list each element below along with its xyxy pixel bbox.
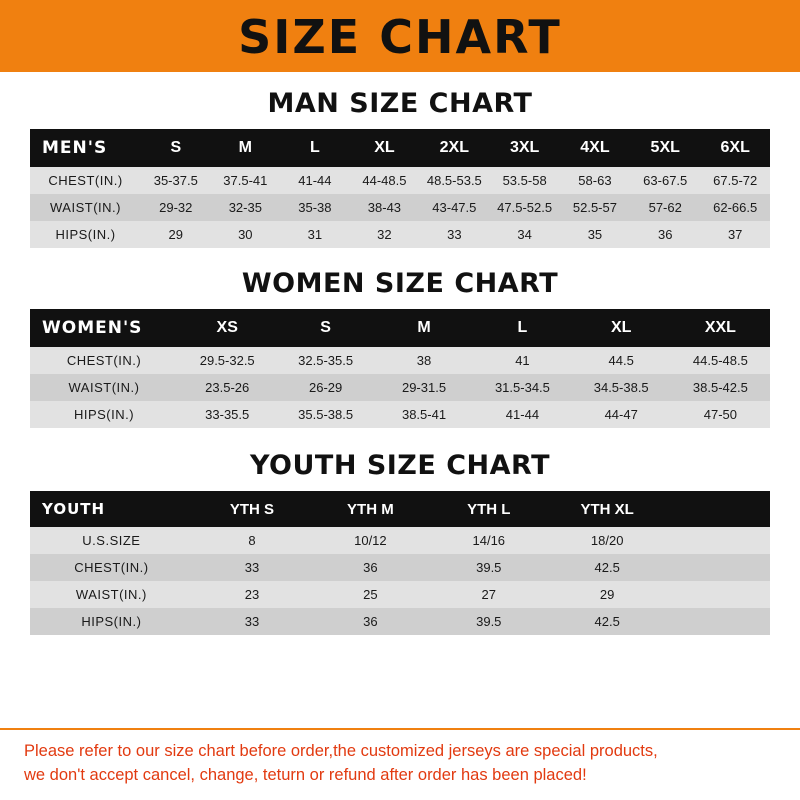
table-cell: 10/12	[311, 527, 429, 554]
table-cell: 14/16	[430, 527, 548, 554]
table-cell: 48.5-53.5	[419, 167, 489, 194]
table-cell: 47.5-52.5	[489, 194, 559, 221]
col-header: MEN'S	[30, 129, 141, 167]
table-cell	[666, 554, 770, 581]
col-header: XS	[178, 309, 276, 347]
table-row	[30, 221, 770, 248]
table-cell: 18/20	[548, 527, 666, 554]
table-cell: 38.5-41	[375, 401, 473, 428]
table-cell: 44.5	[572, 347, 671, 374]
women-size-table-wrap	[30, 309, 770, 428]
note-line-2: we don't accept cancel, change, teturn or refund after order has been placed!	[24, 766, 587, 785]
col-header: M	[375, 309, 473, 347]
table-row	[30, 194, 770, 221]
table-cell: 41-44	[473, 401, 571, 428]
col-header: YTH M	[311, 491, 429, 527]
col-header: 3XL	[489, 129, 559, 167]
table-cell: 62-66.5	[700, 194, 770, 221]
women-size-table	[30, 309, 770, 428]
table-row	[30, 374, 770, 401]
col-header: L	[473, 309, 571, 347]
table-cell: 26-29	[276, 374, 374, 401]
col-header: M	[211, 129, 281, 167]
table-cell: 32	[350, 221, 420, 248]
table-cell: 23	[193, 581, 311, 608]
col-header: S	[141, 129, 211, 167]
table-cell: 32.5-35.5	[276, 347, 374, 374]
row-header: U.S.SIZE	[30, 527, 193, 554]
row-header: WAIST(IN.)	[30, 374, 178, 401]
table-cell: 39.5	[430, 608, 548, 635]
col-header: 2XL	[419, 129, 489, 167]
table-cell: 35-38	[280, 194, 350, 221]
table-cell: 33	[419, 221, 489, 248]
table-cell: 41	[473, 347, 571, 374]
page-title: SIZE CHART	[238, 10, 562, 64]
table-cell	[666, 608, 770, 635]
table-cell: 36	[311, 608, 429, 635]
table-cell: 23.5-26	[178, 374, 276, 401]
col-header: XL	[350, 129, 420, 167]
row-header: CHEST(IN.)	[30, 167, 141, 194]
table-cell: 31	[280, 221, 350, 248]
table-cell: 27	[430, 581, 548, 608]
col-header: YTH L	[430, 491, 548, 527]
table-row	[30, 527, 770, 554]
table-cell: 30	[211, 221, 281, 248]
table-cell: 53.5-58	[489, 167, 559, 194]
table-cell: 37	[700, 221, 770, 248]
col-header: 4XL	[560, 129, 630, 167]
table-cell: 33	[193, 608, 311, 635]
header-banner	[0, 0, 800, 72]
table-cell: 42.5	[548, 554, 666, 581]
table-cell: 35-37.5	[141, 167, 211, 194]
col-header: WOMEN'S	[30, 309, 178, 347]
table-cell: 25	[311, 581, 429, 608]
table-cell: 29-32	[141, 194, 211, 221]
table-cell: 67.5-72	[700, 167, 770, 194]
col-header: YTH XL	[548, 491, 666, 527]
table-cell: 57-62	[630, 194, 700, 221]
man-size-table	[30, 129, 770, 248]
table-row	[30, 581, 770, 608]
table-cell: 33	[193, 554, 311, 581]
table-cell: 44-48.5	[350, 167, 420, 194]
note-line-1: Please refer to our size chart before order,the customized jerseys are special products,	[24, 742, 658, 761]
section-title-women: WOMEN SIZE CHART	[241, 268, 559, 299]
table-cell: 35	[560, 221, 630, 248]
table-cell: 33-35.5	[178, 401, 276, 428]
col-header: XXL	[671, 309, 770, 347]
col-header: L	[280, 129, 350, 167]
table-cell	[666, 527, 770, 554]
table-header-row	[30, 309, 770, 347]
table-cell: 47-50	[671, 401, 770, 428]
row-header: WAIST(IN.)	[30, 581, 193, 608]
table-cell: 29-31.5	[375, 374, 473, 401]
table-cell: 31.5-34.5	[473, 374, 571, 401]
table-row	[30, 347, 770, 374]
col-header	[666, 491, 770, 527]
row-header: CHEST(IN.)	[30, 554, 193, 581]
col-header: XL	[572, 309, 671, 347]
table-cell: 37.5-41	[211, 167, 281, 194]
table-cell: 44-47	[572, 401, 671, 428]
table-cell: 52.5-57	[560, 194, 630, 221]
table-cell: 35.5-38.5	[276, 401, 374, 428]
table-cell: 8	[193, 527, 311, 554]
col-header: 6XL	[700, 129, 770, 167]
table-cell: 29.5-32.5	[178, 347, 276, 374]
youth-size-table-wrap	[30, 491, 770, 635]
table-row	[30, 608, 770, 635]
col-header: YOUTH	[30, 491, 193, 527]
table-cell: 29	[548, 581, 666, 608]
table-cell: 34	[489, 221, 559, 248]
youth-size-table	[30, 491, 770, 635]
table-cell: 39.5	[430, 554, 548, 581]
row-header: HIPS(IN.)	[30, 221, 141, 248]
table-cell: 58-63	[560, 167, 630, 194]
table-cell: 63-67.5	[630, 167, 700, 194]
table-cell: 42.5	[548, 608, 666, 635]
table-cell: 32-35	[211, 194, 281, 221]
table-header-row	[30, 491, 770, 527]
col-header: S	[276, 309, 374, 347]
table-cell: 38-43	[350, 194, 420, 221]
table-header-row	[30, 129, 770, 167]
table-cell: 41-44	[280, 167, 350, 194]
section-title-man: MAN SIZE CHART	[267, 88, 533, 119]
table-cell: 44.5-48.5	[671, 347, 770, 374]
table-cell	[666, 581, 770, 608]
row-header: CHEST(IN.)	[30, 347, 178, 374]
man-size-table-wrap	[30, 129, 770, 248]
row-header: HIPS(IN.)	[30, 608, 193, 635]
table-row	[30, 554, 770, 581]
table-cell: 43-47.5	[419, 194, 489, 221]
footer-note	[0, 728, 800, 800]
table-cell: 36	[630, 221, 700, 248]
table-cell: 34.5-38.5	[572, 374, 671, 401]
section-title-youth: YOUTH SIZE CHART	[249, 450, 551, 481]
table-row	[30, 401, 770, 428]
col-header: YTH S	[193, 491, 311, 527]
table-cell: 29	[141, 221, 211, 248]
table-row	[30, 167, 770, 194]
row-header: WAIST(IN.)	[30, 194, 141, 221]
table-cell: 36	[311, 554, 429, 581]
table-cell: 38	[375, 347, 473, 374]
col-header: 5XL	[630, 129, 700, 167]
row-header: HIPS(IN.)	[30, 401, 178, 428]
table-cell: 38.5-42.5	[671, 374, 770, 401]
